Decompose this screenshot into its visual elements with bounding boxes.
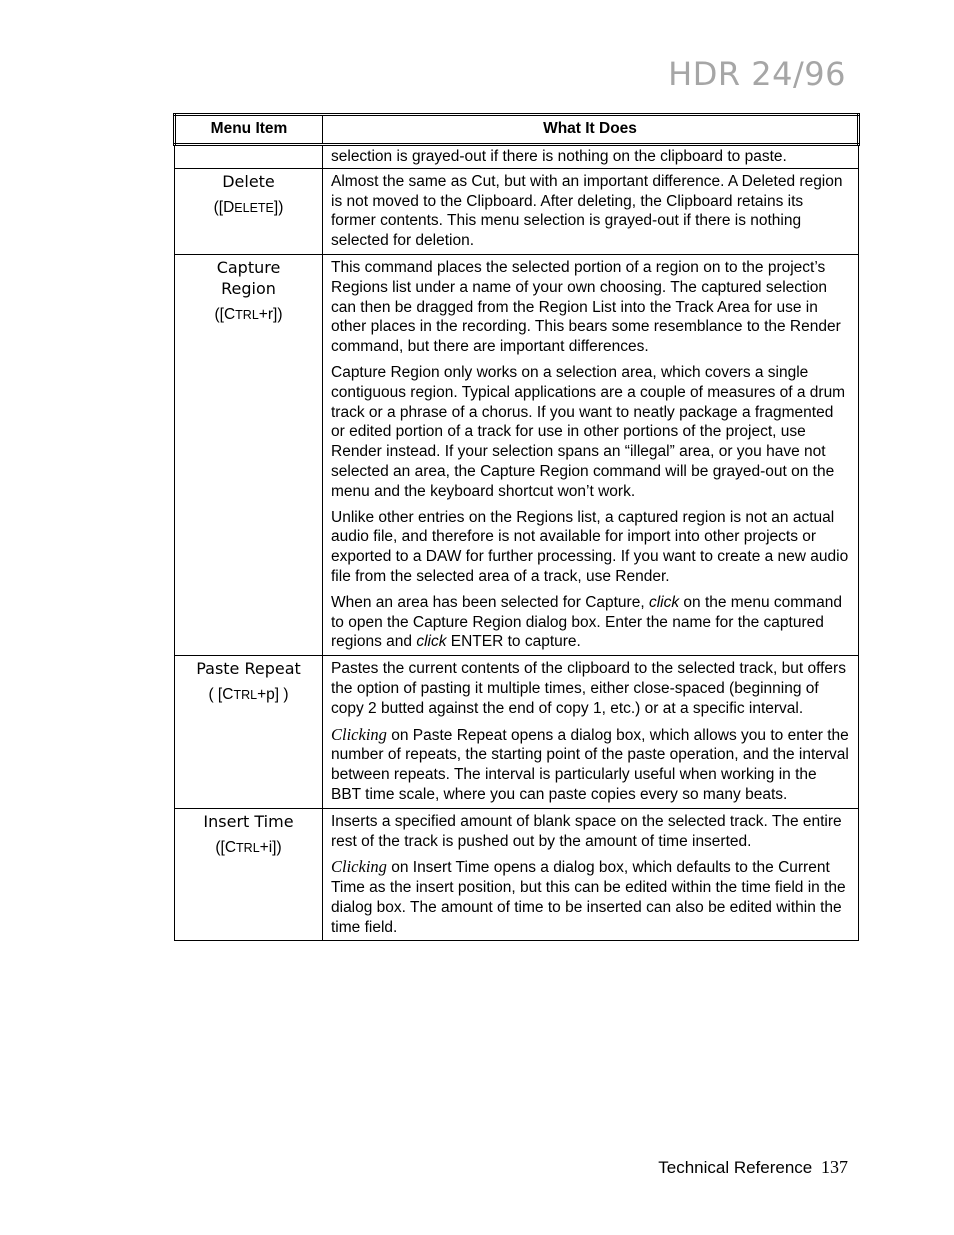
column-header-what-it-does: What It Does [323, 115, 859, 145]
description-paragraph: This command places the selected portion of a region on to the project’s Regions list under a name of your own choosing. The captured selection can then be dragged from the Region List into the Track Area for use in other places in the recording. This bears some resemblance to the Render command, but there are important differences. [331, 258, 841, 356]
menu-item-paste-repeat [175, 656, 323, 809]
description-cell-capture-region [323, 254, 859, 655]
table-row-paste-repeat [175, 656, 859, 809]
table-row-capture-region [175, 254, 859, 655]
description-paragraph: When an area has been selected for Capture, click on the menu command to open the Capture Region dialog box. Enter the name for the captured regions and click ENTER to capture. [331, 593, 842, 651]
menu-item-insert-time [175, 808, 323, 941]
description-cell-delete [323, 168, 859, 254]
menu-item-name: Paste Repeat [196, 659, 301, 679]
column-header-menu-item: Menu Item [175, 115, 323, 145]
description-paragraph: Inserts a specified amount of blank space on the selected track. The entire rest of the track is pushed out by the amount of time inserted. [331, 812, 842, 850]
description-paragraph: Clicking on Insert Time opens a dialog box, which defaults to the Current Time as the insert position, but this can be edited within the time field in the dialog box. The amount of time to be inserted can also be edited within the time field. [331, 857, 846, 936]
description-cell-paste-repeat [323, 656, 859, 809]
menu-item-name: Insert Time [203, 811, 294, 831]
keyboard-shortcut: ([CTRL+r]) [214, 305, 283, 323]
table-row-insert-time [175, 808, 859, 941]
footer-section-title: Technical Reference [658, 1158, 813, 1177]
description-paragraph: Almost the same as Cut, but with an important difference. A Deleted region is not moved to the Clipboard. After deleting, the Clipboard retains its former contents. This menu selection is grayed-out if there is nothing selected for deletion. [331, 172, 843, 250]
running-header-title: HDR 24/96 [668, 55, 846, 93]
description-cell-continuation [323, 145, 859, 169]
description-cell-insert-time [323, 808, 859, 941]
table-row-continuation [175, 145, 859, 169]
menu-item-name-line2: Region [221, 278, 276, 298]
menu-item-cell-empty [175, 145, 323, 169]
keyboard-shortcut: ([CTRL+i]) [215, 838, 282, 856]
description-paragraph: Clicking on Paste Repeat opens a dialog box, which allows you to enter the number of repeats, the starting point of the paste operation, and the interval between repeats. The interval is particularly useful when working in the BBT time scale, where you can paste copies every so many beats. [331, 724, 849, 803]
keyboard-shortcut: ([DELETE]) [213, 198, 284, 216]
table-row-delete [175, 168, 859, 254]
description-paragraph: Pastes the current contents of the clipboard to the selected track, but offers the option of pasting it multiple times, either close-spaced (beginning of copy 2 butted against the end of copy 1, etc.) or at a specific interval. [331, 660, 846, 717]
keyboard-shortcut: ( [CTRL+p] ) [208, 686, 289, 704]
page-footer [658, 1157, 848, 1178]
menu-item-name: Delete [222, 171, 275, 191]
menu-reference-table [173, 113, 860, 941]
menu-item-name: Capture [216, 257, 281, 277]
description-text: selection is grayed-out if there is nothing on the clipboard to paste. [331, 148, 787, 165]
menu-item-capture-region [175, 254, 323, 655]
description-paragraph: Capture Region only works on a selection area, which covers a single contiguous region. Typical applications are a couple of measures of a drum track or a phrase of a chorus. If you want to neatly package a fragmented or edited portion of a track for use in other portions of the project, use Render instead. If your selection spans an “illegal” area, or you have not selected an area, the Capture Region command will be grayed-out on the menu and the keyboard shortcut won’t work. [331, 363, 846, 500]
table-header-row [175, 115, 859, 145]
description-paragraph: Unlike other entries on the Regions list, a captured region is not an actual audio file, and therefore is not available for import into other projects or exported to a DAW for further processing. If you want to create a new audio file from the selected area of a track, use Render. [331, 508, 849, 585]
menu-item-delete [175, 168, 323, 254]
page-number: 137 [821, 1157, 848, 1177]
